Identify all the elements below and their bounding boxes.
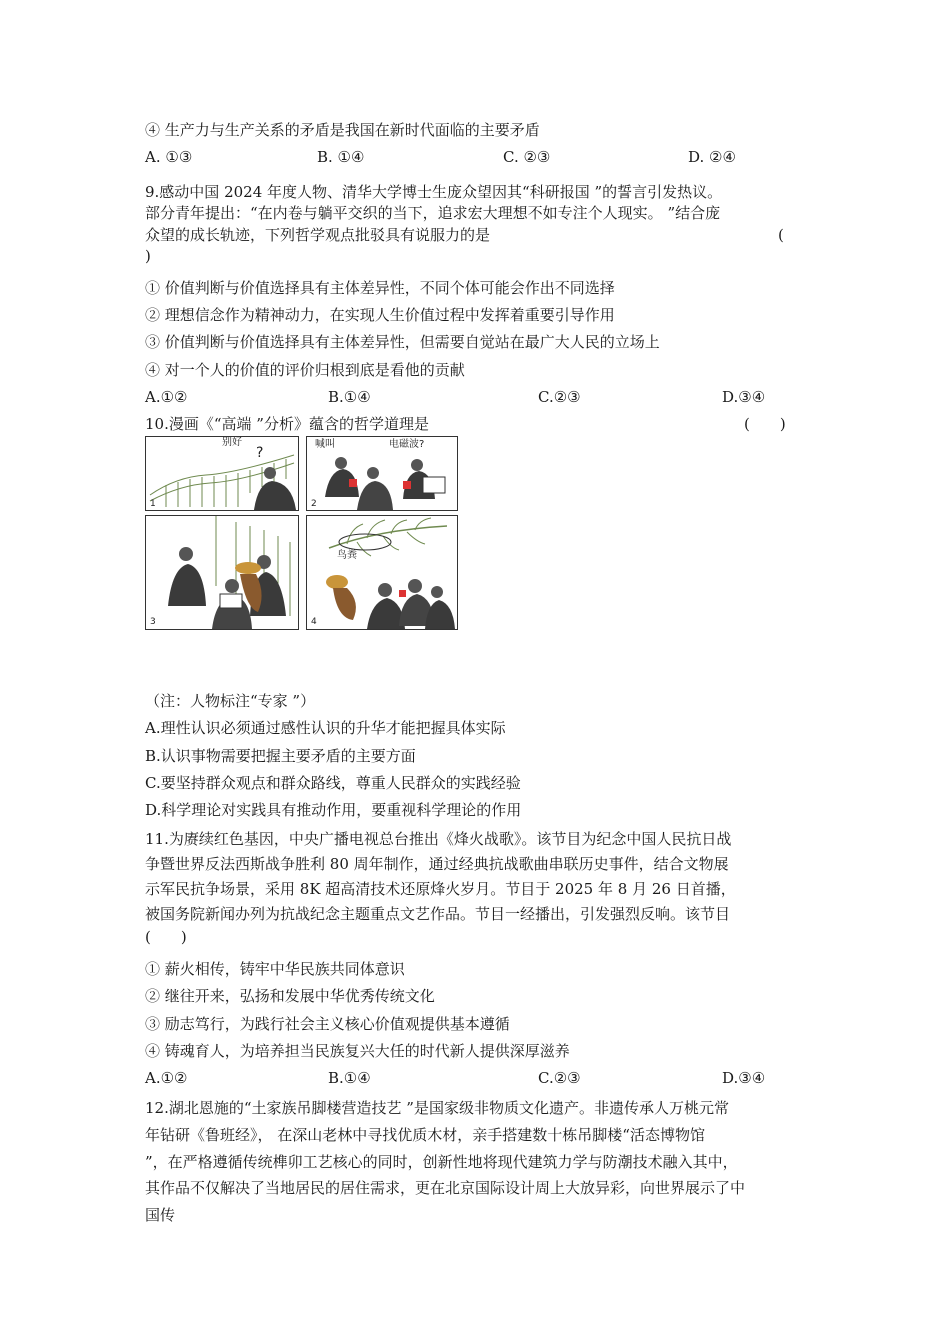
- q8-options: [145, 147, 785, 167]
- q10-option-c: C.要坚持群众观点和群众路线，尊重人民群众的实践经验: [145, 774, 521, 792]
- q9-option-d: D.③④: [722, 388, 766, 406]
- q11-stem-line-3: 示军民抗争场景，采用 8K 超高清技术还原烽火岁月。节目于 2025 年 8 月 26 日首播，: [145, 880, 736, 898]
- q9-statement-1: ① 价值判断与价值选择具有主体差异性，不同个体可能会作出不同选择: [145, 279, 615, 297]
- q11-statement-3: ③ 励志笃行，为践行社会主义核心价值观提供基本遵循: [145, 1015, 510, 1033]
- q10-option-a: A.理性认识必须通过感性认识的升华才能把握具体实际: [145, 719, 506, 737]
- q8-option-a: A. ①③: [145, 148, 193, 166]
- comic-panel-1: [145, 436, 299, 511]
- comic-caption-4: 鸟粪: [337, 550, 357, 561]
- q10-answer-paren: ( ): [744, 415, 786, 433]
- q10-note: （注：人物标注“专家 ”）: [145, 692, 316, 710]
- expert-figure-icon: [168, 547, 286, 629]
- expert-figure-icon: [367, 579, 455, 629]
- laptop-icon: [423, 477, 445, 493]
- q9-statement-2: ② 理想信念作为精神动力，在实现人生价值过程中发挥着重要引导作用: [145, 306, 615, 324]
- q11-statement-4: ④ 铸魂育人，为培养担当民族复兴大任的时代新人提供深厚滋养: [145, 1042, 570, 1060]
- q9-answer-paren-open: (: [778, 226, 784, 244]
- q9-stem-line-3: 众望的成长轨迹，下列哲学观点批驳具有说服力的是: [145, 226, 491, 244]
- q10-option-d: D.科学理论对实践具有推动作用，要重视科学理论的作用: [145, 801, 522, 819]
- q11-statement-2: ② 继往开来，弘扬和发展中华优秀传统文化: [145, 987, 435, 1005]
- q11-option-a: A.①②: [145, 1069, 188, 1087]
- q11-stem-line-4: 被国务院新闻办列为抗战纪念主题重点文艺作品。节目一经播出，引发强烈反响。该节目: [145, 905, 731, 923]
- comic-panel-3: [145, 515, 299, 630]
- red-mark-icon: [403, 481, 411, 489]
- q10-stem: 10.漫画《“高端 ”分析》蕴含的哲学道理是: [145, 415, 429, 433]
- q9-option-a: A.①②: [145, 388, 188, 406]
- farmer-hat-icon: [326, 575, 356, 620]
- q11-options: [145, 1068, 785, 1088]
- q11-option-b: B.①④: [328, 1069, 371, 1087]
- q12-stem-line-5: 国传: [145, 1206, 176, 1224]
- q11-stem-line-1: 11.为赓续红色基因，中央广播电视总台推出《烽火战歌》。该节目为纪念中国人民抗日战: [145, 830, 732, 848]
- comic-caption-2b: 电磁波?: [389, 439, 425, 450]
- q9-statement-3: ③ 价值判断与价值选择具有主体差异性，但需要自觉站在最广大人民的立场上: [145, 333, 660, 351]
- q12-stem-line-3: ”，在严格遵循传统榫卯工艺核心的同时，创新性地将现代建筑力学与防潮技术融入其中，: [145, 1153, 738, 1171]
- q9-answer-paren-close: ): [145, 247, 151, 265]
- q11-stem-line-2: 争暨世界反法西斯战争胜利 80 周年制作，通过经典抗战歌曲串联历史事件，结合文物展: [145, 855, 729, 873]
- comic-panel-number-1: 1: [150, 499, 156, 509]
- question-mark-icon: ?: [256, 445, 264, 461]
- comic-panel-number-2: 2: [311, 499, 317, 509]
- q11-statement-1: ① 薪火相传，铸牢中华民族共同体意识: [145, 960, 405, 978]
- expert-figure-icon: [325, 457, 435, 510]
- q11-option-d: D.③④: [722, 1069, 766, 1087]
- q9-options: [145, 387, 785, 407]
- q12-stem-line-1: 12.湖北恩施的“土家族吊脚楼营造技艺 ”是国家级非物质文化遗产。非遗传承人万桃元常: [145, 1099, 729, 1117]
- comic-panel-number-4: 4: [311, 617, 317, 627]
- laptop-icon: [220, 594, 242, 608]
- q9-statement-4: ④ 对一个人的价值的评价归根到底是看他的贡献: [145, 361, 465, 379]
- q11-option-c: C.②③: [538, 1069, 581, 1087]
- q12-stem-line-2: 年钻研《鲁班经》， 在深山老林中寻找优质木材，亲手搭建数十栋吊脚楼“活态博物馆: [145, 1126, 705, 1144]
- q11-answer-paren: ( ): [145, 928, 187, 946]
- comic-panel-2: [306, 436, 458, 511]
- comic-panel-4: [306, 515, 458, 630]
- comic-panel-number-3: 3: [150, 617, 156, 627]
- red-mark-icon: [349, 479, 357, 487]
- q8-option-b: B. ①④: [317, 148, 365, 166]
- red-mark-icon: [399, 590, 406, 597]
- comic-caption-1: 别好: [222, 437, 242, 448]
- q9-stem-line-1: 9.感动中国 2024 年度人物、清华大学博士生庞众望因其“科研报国 ”的誓言引发热议。: [145, 183, 723, 201]
- q8-statement-4: ④ 生产力与生产关系的矛盾是我国在新时代面临的主要矛盾: [145, 121, 540, 139]
- q9-option-b: B.①④: [328, 388, 371, 406]
- q10-option-b: B.认识事物需要把握主要矛盾的主要方面: [145, 747, 416, 765]
- comic-caption-2a: 喊叫: [315, 439, 335, 450]
- q9-stem-line-2: 部分青年提出：“在内卷与躺平交织的当下，追求宏大理想不如专注个人现实。 ”结合庞: [145, 204, 721, 222]
- q12-stem-line-4: 其作品不仅解决了当地居民的居住需求，更在北京国际设计周上大放异彩，向世界展示了中: [145, 1179, 746, 1197]
- q9-option-c: C.②③: [538, 388, 581, 406]
- q8-option-d: D. ②④: [688, 148, 736, 166]
- q8-option-c: C. ②③: [503, 148, 551, 166]
